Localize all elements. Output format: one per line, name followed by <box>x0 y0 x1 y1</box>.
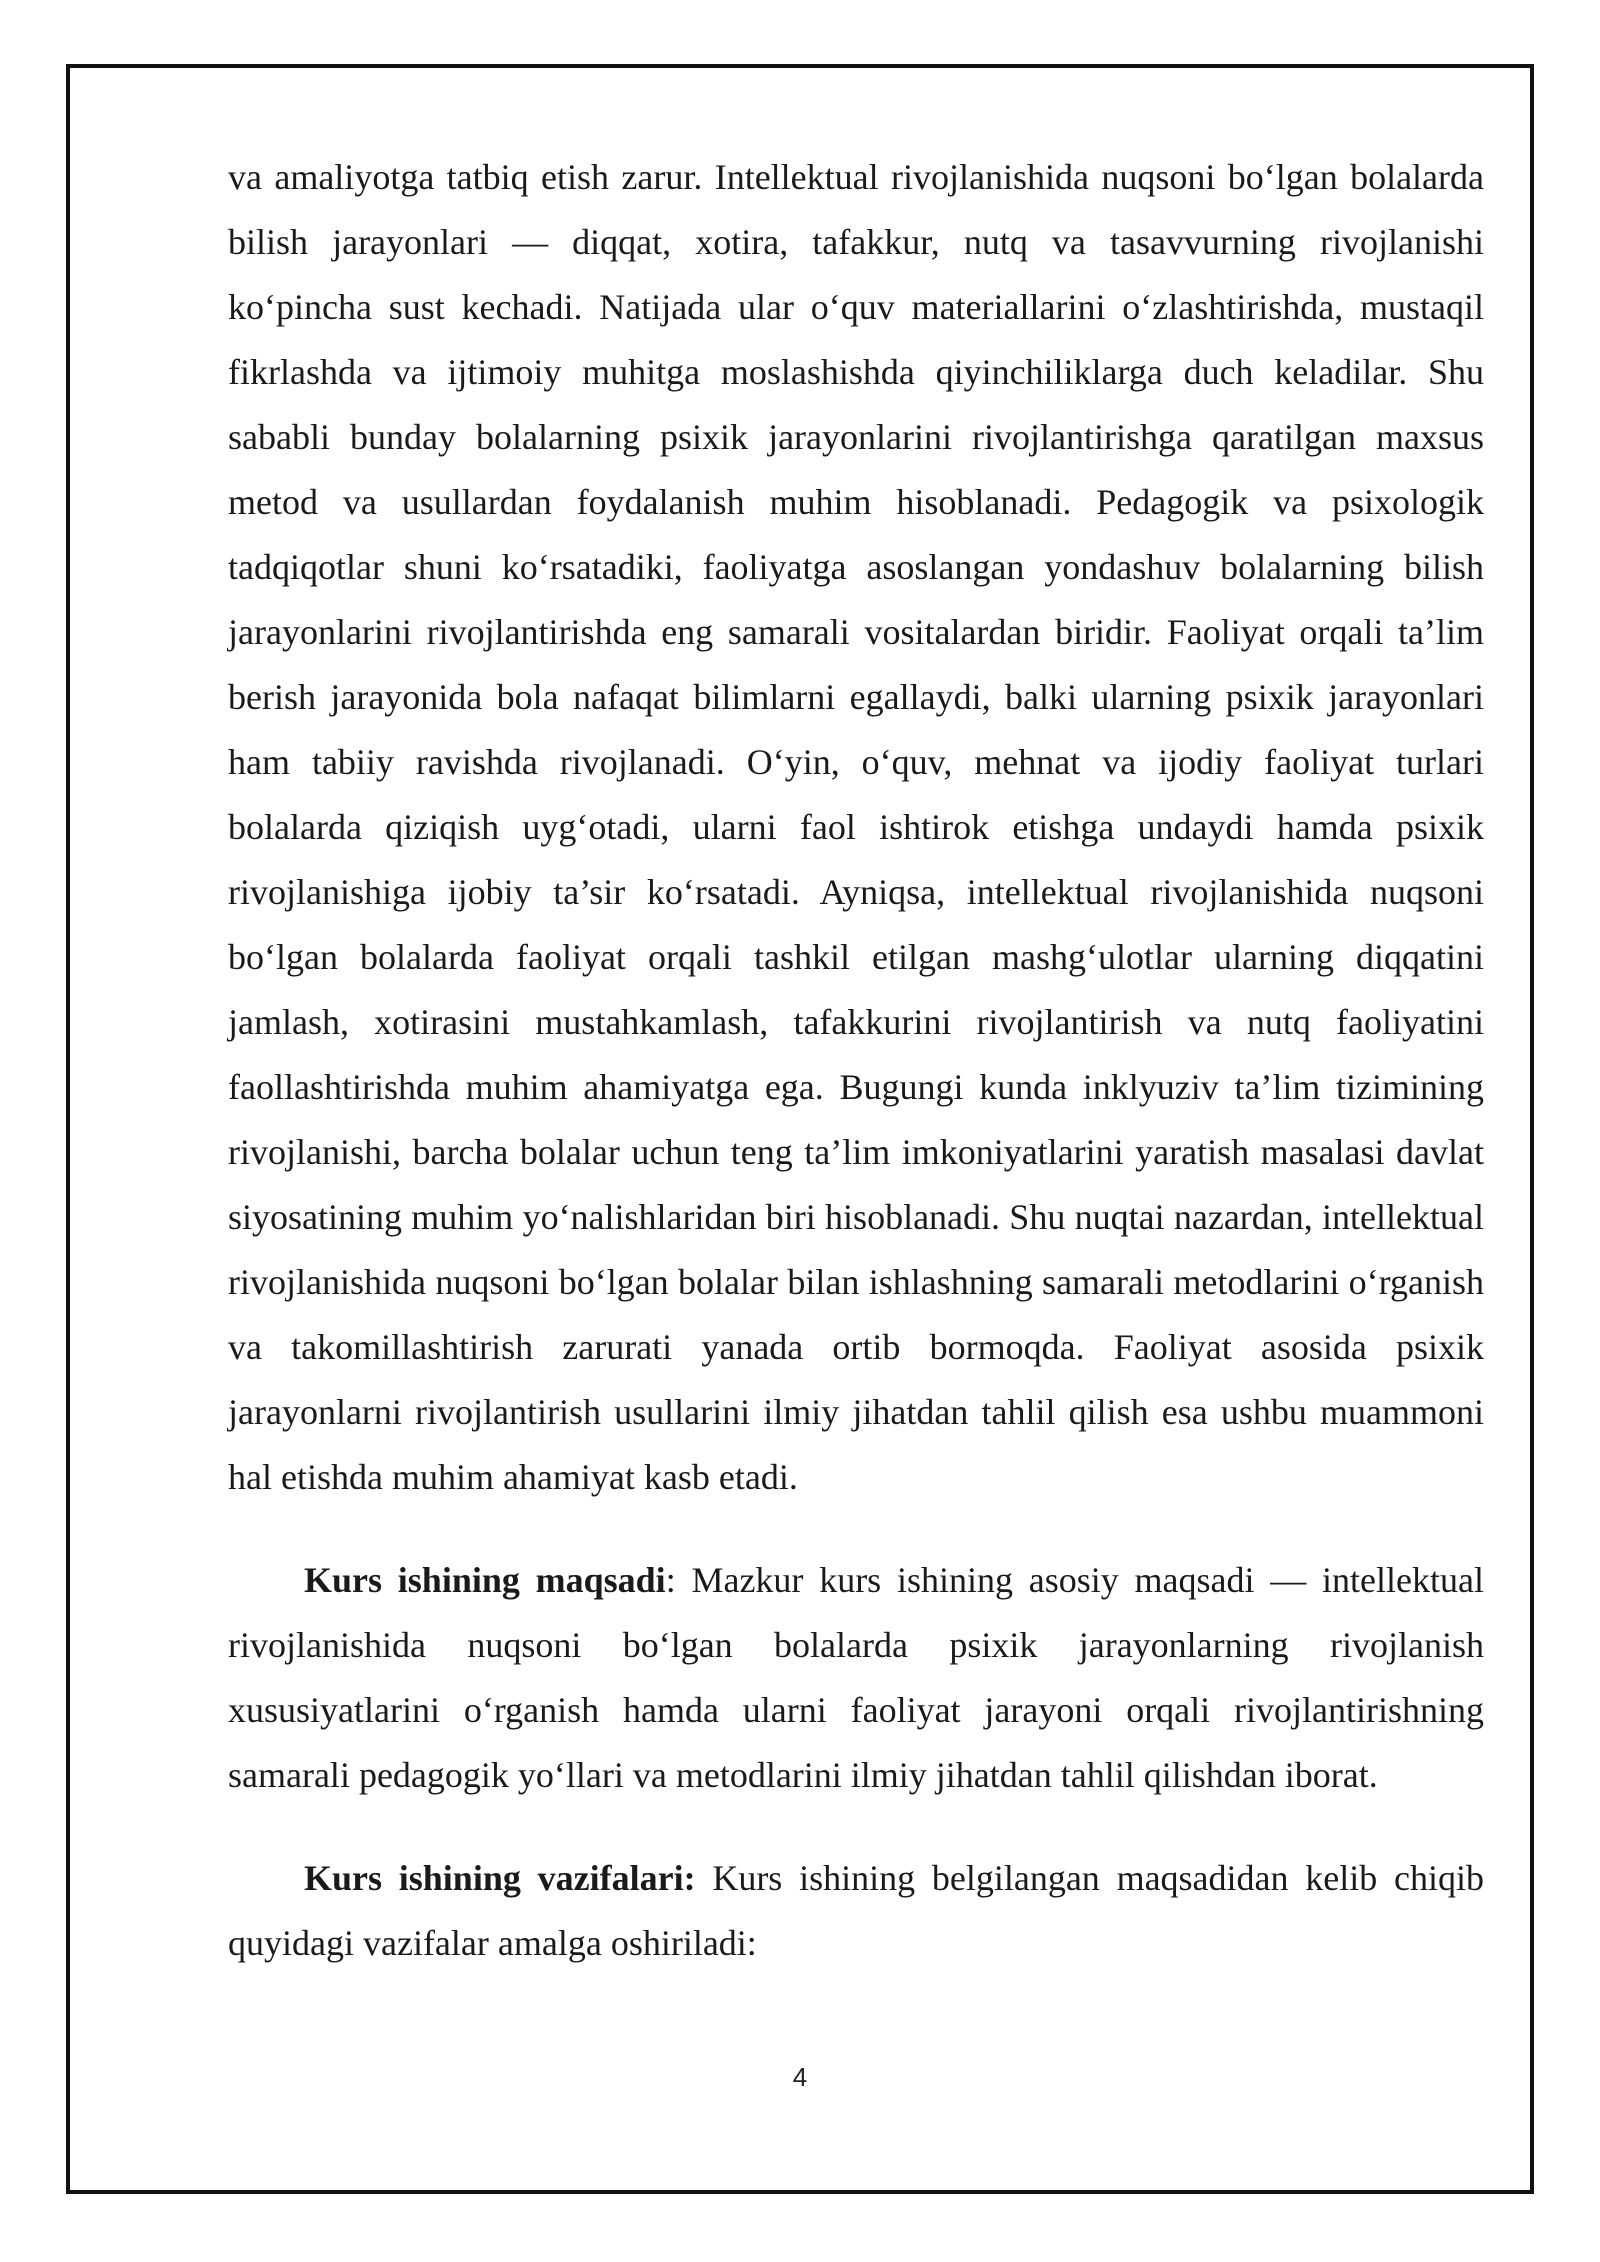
tasks-paragraph-text: Kurs ishining belgilangan maqsadidan kelib chiqib quyidagi vazifalar amalga oshiriladi: <box>228 1858 1484 1963</box>
intro-paragraph-text: va amaliyotga tatbiq etish zarur. Intellektual rivojlanishida nuqsoni bo‘lgan bolalarda bilish jarayonlari — diqqat, xotira, tafakkur, nutq va tasavvurning rivojlanishi ko‘pincha sust kechadi. Natijada ular o‘quv materiallarini o‘zlashtirishda, mustaqil fikrlashda va ijtimoiy muhitga moslashishda qiyinchiliklarga duch keladilar. Shu sababli bunday bolalarning psixik jarayonlarini rivojlantirishga qaratilgan maxsus metod va usullardan foydalanish muhim hisoblanadi. Pedagogik va psixologik tadqiqotlar shuni ko‘rsatadiki, faoliyatga asoslangan yondashuv bolalarning bilish jarayonlarini rivojlantirishda eng samarali vositalardan biridir. Faoliyat orqali ta’lim berish jarayonida bola nafaqat bilimlarni egallaydi, balki ularning psixik jarayonlari ham tabiiy ravishda rivojlanadi. O‘yin, o‘quv, mehnat va ijodiy faoliyat turlari bolalarda qiziqish uyg‘otadi, ularni faol ishtirok etishga undaydi hamda psixik rivojlanishiga ijobiy ta’sir ko‘rsatadi. Ayniqsa, intellektual rivojlanishida nuqsoni bo‘lgan bolalarda faoliyat orqali tashkil etilgan mashg‘ulotlar ularning diqqatini jamlash, xotirasini mustahkamlash, tafakkurini rivojlantirish va nutq faoliyatini faollashtirishda muhim ahamiyatga ega. Bugungi kunda inklyuziv ta’lim tizimining rivojlanishi, barcha bolalar uchun teng ta’lim imkoniyatlarini yaratish masalasi davlat siyosatining muhim yo‘nalishlaridan biri hisoblanadi. Shu nuqtai nazardan, intellektual rivojlanishida nuqsoni bo‘lgan bolalar bilan ishlashning samarali metodlarini o‘rganish va takomillashtirish zarurati yanada ortib bormoqda. Faoliyat asosida psixik jarayonlarni rivojlantirish usullarini ilmiy jihatdan tahlil qilish esa ushbu muammoni hal etishda muhim ahamiyat kasb etadi. <box>228 157 1484 1497</box>
tasks-heading: Kurs ishining vazifalari: <box>304 1858 696 1898</box>
intro-paragraph <box>228 145 1484 1510</box>
goal-heading: Kurs ishining maqsadi <box>304 1560 666 1600</box>
page-number: 4 <box>792 2062 808 2092</box>
goal-paragraph-text: : Mazkur kurs ishining asosiy maqsadi — intellektual rivojlanishida nuqsoni bo‘lgan bolalarda psixik jarayonlarning rivojlanish xususiyatlarini o‘rganish hamda ularni faoliyat jarayoni orqali rivojlantirishning samarali pedagogik yo‘llari va metodlarini ilmiy jihatdan tahlil qilishdan iborat. <box>228 1560 1484 1795</box>
document-body <box>228 145 1484 1976</box>
goal-paragraph <box>228 1548 1484 1808</box>
tasks-paragraph <box>228 1846 1484 1976</box>
